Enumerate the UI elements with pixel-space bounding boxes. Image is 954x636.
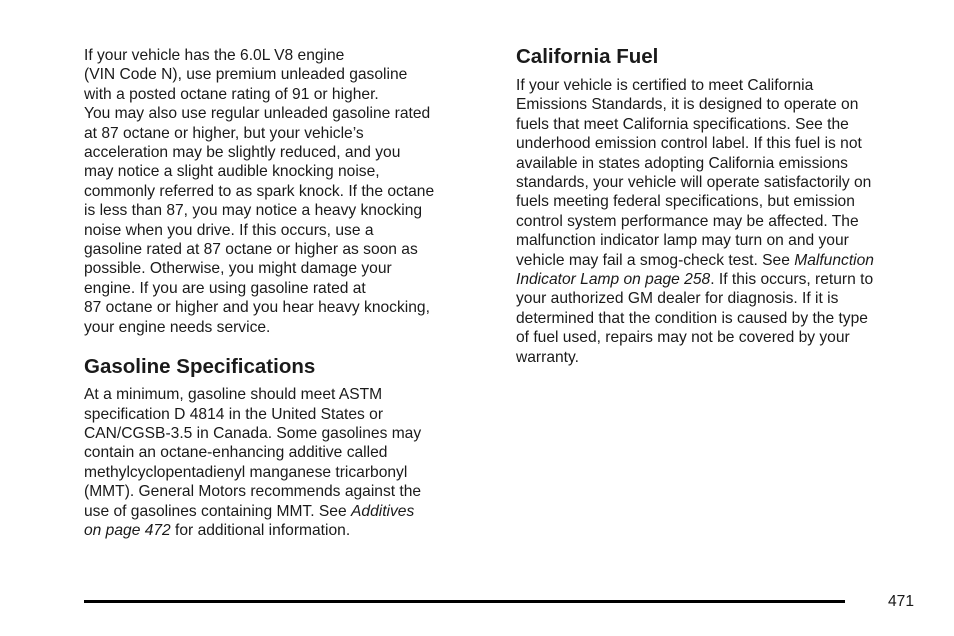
text-line: of fuel used, repairs may not be covered by your [516, 329, 850, 347]
page-number: 471 [888, 593, 915, 610]
text-line [84, 521, 494, 540]
left-column [84, 46, 494, 540]
text-line: specification D 4814 in the United States or [84, 405, 384, 423]
text-line: fuels meeting federal specifications, but emission [516, 193, 855, 211]
text-line: If your vehicle is certified to meet California [516, 77, 814, 94]
additives-page-reference[interactable]: on page 472 [84, 521, 171, 539]
text-line: engine. If you are using gasoline rated at [84, 279, 366, 297]
octane-paragraph [84, 46, 494, 337]
footer-rule [84, 600, 845, 603]
right-column [516, 46, 926, 367]
text-line: is less than 87, you may notice a heavy knocking [84, 202, 423, 220]
text-line: At a minimum, gasoline should meet ASTM [84, 386, 383, 404]
text-line: If your vehicle has the 6.0L V8 engine [84, 47, 345, 64]
text-line: acceleration may be slightly reduced, and you [84, 144, 401, 162]
text-line [516, 251, 926, 270]
text-line: Emissions Standards, it is designed to operate on [516, 96, 859, 114]
malfunction-page-reference[interactable]: Indicator Lamp on page 258 [516, 271, 711, 289]
text-line: malfunction indicator lamp may turn on and your [516, 232, 849, 250]
text-line: (MMT). General Motors recommends against the [84, 483, 422, 501]
text-line: You may also use regular unleaded gasoline rated [84, 105, 431, 123]
text-line: may notice a slight audible knocking noise, [84, 163, 380, 181]
california-fuel-paragraph [516, 76, 926, 367]
malfunction-reference[interactable]: Malfunction [794, 251, 874, 269]
text-line: noise when you drive. If this occurs, use a [84, 221, 374, 239]
text-line [516, 270, 926, 289]
text-line: 87 octane or higher and you hear heavy knocking, [84, 299, 430, 317]
text-line: (VIN Code N), use premium unleaded gasoline [84, 66, 408, 84]
text-span: use of gasolines containing MMT. See [84, 502, 347, 520]
text-line: available in states adopting California emissions [516, 154, 848, 172]
text-line [84, 502, 494, 521]
gasoline-specifications-paragraph [84, 385, 494, 540]
text-span: for additional information. [170, 521, 351, 539]
text-line: CAN/CGSB-3.5 in Canada. Some gasolines may [84, 424, 422, 442]
text-line: your authorized GM dealer for diagnosis. If it is [516, 290, 839, 308]
text-line: contain an octane-enhancing additive called [84, 444, 388, 462]
text-line: determined that the condition is caused by the type [516, 309, 868, 327]
text-line: warranty. [516, 348, 579, 366]
text-line: gasoline rated at 87 octane or higher as soon as [84, 241, 418, 259]
additives-reference[interactable]: Additives [351, 502, 415, 520]
text-line: possible. Otherwise, you might damage your [84, 260, 392, 278]
text-line: fuels that meet California specifications. See the [516, 115, 849, 133]
text-span: vehicle may fail a smog-check test. See [516, 251, 790, 269]
text-line: with a posted octane rating of 91 or higher. [84, 85, 379, 103]
text-line: standards, your vehicle will operate satisfactorily on [516, 174, 872, 192]
text-span: . If this occurs, return to [710, 271, 874, 289]
text-line: commonly referred to as spark knock. If the octane [84, 182, 435, 200]
text-line: at 87 octane or higher, but your vehicle’s [84, 124, 364, 142]
text-line: underhood emission control label. If this fuel is not [516, 135, 862, 153]
text-line: your engine needs service. [84, 318, 271, 336]
gasoline-specifications-heading: Gasoline Specifications [84, 355, 316, 379]
text-line: methylcyclopentadienyl manganese tricarbonyl [84, 463, 408, 481]
california-fuel-heading: California Fuel [516, 45, 659, 68]
text-line: control system performance may be affected. The [516, 212, 859, 230]
